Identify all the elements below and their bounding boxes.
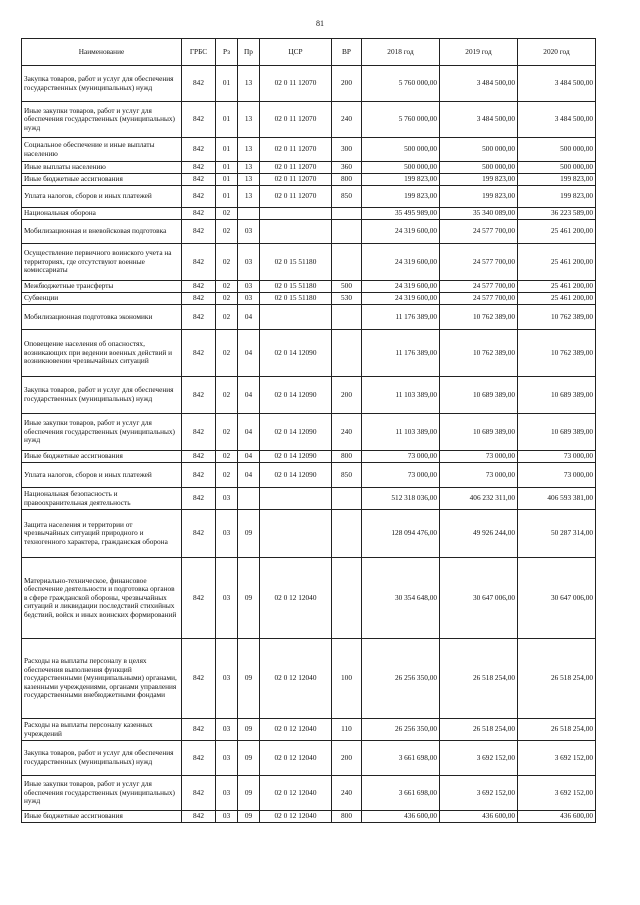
cell-y2020: 26 518 254,00 (518, 719, 596, 741)
cell-grbs: 842 (182, 305, 216, 330)
cell-y2019: 49 926 244,00 (440, 510, 518, 558)
cell-y2018: 11 176 389,00 (362, 330, 440, 377)
cell-csr: 02 0 15 51180 (260, 281, 332, 293)
cell-csr: 02 0 12 12040 (260, 558, 332, 639)
cell-name: Иные бюджетные ассигнования (22, 451, 182, 463)
cell-grbs: 842 (182, 719, 216, 741)
cell-grbs: 842 (182, 208, 216, 220)
cell-grbs: 842 (182, 330, 216, 377)
cell-vr (332, 244, 362, 281)
cell-rz: 02 (216, 414, 238, 451)
cell-rz: 03 (216, 719, 238, 741)
table-row (22, 558, 596, 639)
cell-y2020: 73 000,00 (518, 463, 596, 488)
cell-y2018: 73 000,00 (362, 463, 440, 488)
cell-y2018: 11 103 389,00 (362, 414, 440, 451)
cell-name: Национальная оборона (22, 208, 182, 220)
cell-pr: 13 (238, 162, 260, 174)
cell-csr: 02 0 15 51180 (260, 293, 332, 305)
cell-grbs: 842 (182, 220, 216, 244)
cell-name: Материально-техническое, финансовое обеспечение деятельности и подготовка органов в сфере гражданской обороны, чрезвычайных ситуаций и ликвидации последствий стихийных бедствий, войск и иных воинских формирований (22, 558, 182, 639)
cell-vr (332, 208, 362, 220)
cell-pr: 09 (238, 776, 260, 811)
cell-rz: 01 (216, 162, 238, 174)
cell-vr: 200 (332, 741, 362, 776)
cell-rz: 03 (216, 811, 238, 823)
cell-name: Иные бюджетные ассигнования (22, 174, 182, 186)
table-row (22, 719, 596, 741)
cell-csr (260, 510, 332, 558)
cell-pr: 03 (238, 244, 260, 281)
table-row (22, 162, 596, 174)
table-row (22, 305, 596, 330)
cell-y2018: 11 176 389,00 (362, 305, 440, 330)
cell-name: Закупка товаров, работ и услуг для обеспечения государственных (муниципальных) нужд (22, 377, 182, 414)
cell-vr: 360 (332, 162, 362, 174)
cell-csr: 02 0 14 12090 (260, 330, 332, 377)
cell-csr: 02 0 15 51180 (260, 244, 332, 281)
cell-csr (260, 220, 332, 244)
cell-name: Расходы на выплаты персоналу казенных учреждений (22, 719, 182, 741)
cell-name: Субвенции (22, 293, 182, 305)
cell-vr: 200 (332, 377, 362, 414)
cell-y2019: 24 577 700,00 (440, 281, 518, 293)
cell-pr: 03 (238, 281, 260, 293)
cell-rz: 02 (216, 377, 238, 414)
cell-grbs: 842 (182, 186, 216, 208)
table-row (22, 293, 596, 305)
cell-csr: 02 0 14 12090 (260, 463, 332, 488)
cell-y2018: 500 000,00 (362, 138, 440, 162)
cell-name: Иные бюджетные ассигнования (22, 811, 182, 823)
cell-vr: 530 (332, 293, 362, 305)
cell-y2018: 73 000,00 (362, 451, 440, 463)
cell-y2020: 3 692 152,00 (518, 776, 596, 811)
cell-pr: 03 (238, 220, 260, 244)
cell-rz: 03 (216, 776, 238, 811)
column-header-rz: Рз (216, 39, 238, 66)
cell-y2019: 406 232 311,00 (440, 488, 518, 510)
cell-csr: 02 0 11 12070 (260, 102, 332, 138)
cell-grbs: 842 (182, 162, 216, 174)
cell-grbs: 842 (182, 488, 216, 510)
cell-name: Национальная безопасность и правоохранительная деятельность (22, 488, 182, 510)
cell-csr: 02 0 12 12040 (260, 741, 332, 776)
cell-rz: 02 (216, 451, 238, 463)
cell-y2019: 26 518 254,00 (440, 639, 518, 719)
cell-vr: 850 (332, 463, 362, 488)
cell-pr: 09 (238, 719, 260, 741)
cell-pr: 04 (238, 414, 260, 451)
cell-name: Социальное обеспечение и иные выплаты населению (22, 138, 182, 162)
cell-pr: 09 (238, 639, 260, 719)
cell-y2020: 25 461 200,00 (518, 244, 596, 281)
cell-csr: 02 0 11 12070 (260, 174, 332, 186)
cell-vr: 800 (332, 811, 362, 823)
cell-y2018: 24 319 600,00 (362, 220, 440, 244)
cell-csr: 02 0 11 12070 (260, 186, 332, 208)
cell-y2018: 26 256 350,00 (362, 639, 440, 719)
cell-csr: 02 0 12 12040 (260, 639, 332, 719)
cell-y2020: 10 762 389,00 (518, 330, 596, 377)
cell-pr: 09 (238, 558, 260, 639)
cell-y2020: 26 518 254,00 (518, 639, 596, 719)
cell-y2019: 500 000,00 (440, 138, 518, 162)
cell-y2019: 3 484 500,00 (440, 102, 518, 138)
cell-y2020: 500 000,00 (518, 138, 596, 162)
cell-y2019: 30 647 006,00 (440, 558, 518, 639)
cell-name: Оповещение населения об опасностях, возникающих при ведении военных действий и возникновении чрезвычайных ситуаций (22, 330, 182, 377)
cell-vr: 500 (332, 281, 362, 293)
cell-pr: 13 (238, 102, 260, 138)
cell-y2018: 199 823,00 (362, 186, 440, 208)
cell-name: Уплата налогов, сборов и иных платежей (22, 463, 182, 488)
table-row (22, 741, 596, 776)
cell-y2020: 3 484 500,00 (518, 66, 596, 102)
table-row (22, 414, 596, 451)
budget-table (21, 38, 596, 823)
cell-y2019: 73 000,00 (440, 451, 518, 463)
cell-pr: 04 (238, 330, 260, 377)
cell-y2019: 500 000,00 (440, 162, 518, 174)
column-header-pr: Пр (238, 39, 260, 66)
cell-pr: 13 (238, 186, 260, 208)
cell-y2019: 199 823,00 (440, 186, 518, 208)
cell-name: Иные закупки товаров, работ и услуг для обеспечения государственных (муниципальных) нужд (22, 776, 182, 811)
cell-csr: 02 0 11 12070 (260, 138, 332, 162)
column-header-vr: ВР (332, 39, 362, 66)
cell-name: Уплата налогов, сборов и иных платежей (22, 186, 182, 208)
cell-rz: 02 (216, 330, 238, 377)
cell-y2020: 436 600,00 (518, 811, 596, 823)
cell-y2020: 500 000,00 (518, 162, 596, 174)
cell-y2018: 5 760 000,00 (362, 66, 440, 102)
cell-y2018: 199 823,00 (362, 174, 440, 186)
cell-rz: 02 (216, 220, 238, 244)
column-header-csr: ЦСР (260, 39, 332, 66)
cell-y2019: 73 000,00 (440, 463, 518, 488)
table-row (22, 244, 596, 281)
table-row (22, 510, 596, 558)
cell-vr: 800 (332, 174, 362, 186)
table-row (22, 811, 596, 823)
cell-rz: 02 (216, 208, 238, 220)
cell-name: Иные закупки товаров, работ и услуг для обеспечения государственных (муниципальных) нужд (22, 414, 182, 451)
cell-rz: 02 (216, 463, 238, 488)
cell-rz: 03 (216, 639, 238, 719)
cell-y2019: 3 484 500,00 (440, 66, 518, 102)
cell-y2020: 10 762 389,00 (518, 305, 596, 330)
table-row (22, 102, 596, 138)
cell-name: Иные выплаты населению (22, 162, 182, 174)
cell-pr: 09 (238, 741, 260, 776)
cell-name: Расходы на выплаты персоналу в целях обеспечения выполнения функций государственными (муниципальными) органами, казенными учреждениями, органами управления государственными внебюджетными фондами (22, 639, 182, 719)
cell-name: Защита населения и территории от чрезвычайных ситуаций природного и техногенного характера, гражданская оборона (22, 510, 182, 558)
table-row (22, 66, 596, 102)
cell-grbs: 842 (182, 414, 216, 451)
cell-name: Закупка товаров, работ и услуг для обеспечения государственных (муниципальных) нужд (22, 66, 182, 102)
cell-y2018: 436 600,00 (362, 811, 440, 823)
cell-grbs: 842 (182, 293, 216, 305)
cell-y2019: 24 577 700,00 (440, 220, 518, 244)
cell-y2019: 24 577 700,00 (440, 293, 518, 305)
cell-y2020: 10 689 389,00 (518, 414, 596, 451)
cell-y2018: 24 319 600,00 (362, 244, 440, 281)
cell-y2020: 25 461 200,00 (518, 293, 596, 305)
cell-grbs: 842 (182, 558, 216, 639)
cell-y2018: 35 495 989,00 (362, 208, 440, 220)
cell-grbs: 842 (182, 741, 216, 776)
page-number: 81 (316, 19, 324, 28)
cell-y2020: 406 593 381,00 (518, 488, 596, 510)
cell-csr: 02 0 11 12070 (260, 162, 332, 174)
cell-pr: 13 (238, 66, 260, 102)
cell-grbs: 842 (182, 377, 216, 414)
cell-pr (238, 208, 260, 220)
cell-y2019: 199 823,00 (440, 174, 518, 186)
cell-rz: 03 (216, 488, 238, 510)
cell-vr: 100 (332, 639, 362, 719)
cell-pr: 04 (238, 377, 260, 414)
cell-y2020: 25 461 200,00 (518, 281, 596, 293)
cell-grbs: 842 (182, 281, 216, 293)
cell-pr: 09 (238, 510, 260, 558)
cell-name: Межбюджетные трансферты (22, 281, 182, 293)
cell-vr: 110 (332, 719, 362, 741)
cell-rz: 03 (216, 510, 238, 558)
cell-y2020: 3 484 500,00 (518, 102, 596, 138)
table-row (22, 488, 596, 510)
cell-grbs: 842 (182, 811, 216, 823)
cell-y2020: 30 647 006,00 (518, 558, 596, 639)
cell-y2020: 199 823,00 (518, 186, 596, 208)
cell-grbs: 842 (182, 138, 216, 162)
column-header-grbs: ГРБС (182, 39, 216, 66)
cell-grbs: 842 (182, 102, 216, 138)
cell-y2020: 3 692 152,00 (518, 741, 596, 776)
cell-csr: 02 0 14 12090 (260, 451, 332, 463)
cell-vr (332, 330, 362, 377)
cell-y2018: 512 318 036,00 (362, 488, 440, 510)
cell-csr: 02 0 12 12040 (260, 811, 332, 823)
cell-y2019: 24 577 700,00 (440, 244, 518, 281)
cell-y2019: 26 518 254,00 (440, 719, 518, 741)
cell-rz: 03 (216, 741, 238, 776)
cell-grbs: 842 (182, 66, 216, 102)
cell-y2020: 25 461 200,00 (518, 220, 596, 244)
cell-csr (260, 488, 332, 510)
column-header-2020: 2020 год (518, 39, 596, 66)
cell-pr: 04 (238, 451, 260, 463)
table-header-row (22, 39, 596, 66)
column-header-2019: 2019 год (440, 39, 518, 66)
cell-y2019: 35 340 089,00 (440, 208, 518, 220)
cell-y2018: 30 354 648,00 (362, 558, 440, 639)
cell-pr: 09 (238, 811, 260, 823)
cell-rz: 01 (216, 66, 238, 102)
cell-vr: 300 (332, 138, 362, 162)
table-row (22, 451, 596, 463)
cell-vr: 240 (332, 414, 362, 451)
cell-grbs: 842 (182, 244, 216, 281)
cell-y2019: 3 692 152,00 (440, 741, 518, 776)
cell-name: Осуществление первичного воинского учета на территориях, где отсутствуют военные комиссариаты (22, 244, 182, 281)
cell-name: Мобилизационная подготовка экономики (22, 305, 182, 330)
cell-y2018: 26 256 350,00 (362, 719, 440, 741)
cell-vr (332, 558, 362, 639)
cell-csr: 02 0 11 12070 (260, 66, 332, 102)
cell-rz: 02 (216, 244, 238, 281)
table-row (22, 639, 596, 719)
cell-rz: 01 (216, 102, 238, 138)
cell-y2020: 73 000,00 (518, 451, 596, 463)
table-row (22, 208, 596, 220)
cell-vr: 200 (332, 66, 362, 102)
cell-y2019: 10 689 389,00 (440, 414, 518, 451)
cell-grbs: 842 (182, 451, 216, 463)
cell-name: Мобилизационная и вневойсковая подготовка (22, 220, 182, 244)
cell-csr: 02 0 12 12040 (260, 776, 332, 811)
cell-y2018: 5 760 000,00 (362, 102, 440, 138)
cell-pr: 13 (238, 174, 260, 186)
cell-rz: 01 (216, 174, 238, 186)
cell-rz: 01 (216, 186, 238, 208)
cell-vr (332, 220, 362, 244)
cell-pr (238, 488, 260, 510)
cell-y2018: 128 094 476,00 (362, 510, 440, 558)
cell-grbs: 842 (182, 776, 216, 811)
cell-y2018: 3 661 698,00 (362, 776, 440, 811)
cell-vr (332, 488, 362, 510)
cell-y2019: 3 692 152,00 (440, 776, 518, 811)
cell-vr (332, 305, 362, 330)
cell-rz: 01 (216, 138, 238, 162)
table-row (22, 776, 596, 811)
cell-grbs: 842 (182, 463, 216, 488)
cell-y2018: 500 000,00 (362, 162, 440, 174)
cell-vr: 800 (332, 451, 362, 463)
table-row (22, 463, 596, 488)
cell-csr: 02 0 14 12090 (260, 414, 332, 451)
cell-y2018: 11 103 389,00 (362, 377, 440, 414)
table-row (22, 281, 596, 293)
cell-csr: 02 0 12 12040 (260, 719, 332, 741)
table-row (22, 330, 596, 377)
cell-y2019: 436 600,00 (440, 811, 518, 823)
cell-pr: 04 (238, 463, 260, 488)
cell-grbs: 842 (182, 510, 216, 558)
cell-rz: 02 (216, 281, 238, 293)
cell-y2020: 199 823,00 (518, 174, 596, 186)
cell-y2019: 10 762 389,00 (440, 305, 518, 330)
table-row (22, 186, 596, 208)
cell-name: Иные закупки товаров, работ и услуг для обеспечения государственных (муниципальных) нужд (22, 102, 182, 138)
cell-csr (260, 305, 332, 330)
cell-rz: 03 (216, 558, 238, 639)
cell-grbs: 842 (182, 639, 216, 719)
table-row (22, 138, 596, 162)
cell-y2019: 10 762 389,00 (440, 330, 518, 377)
cell-pr: 04 (238, 305, 260, 330)
cell-y2018: 24 319 600,00 (362, 293, 440, 305)
cell-csr (260, 208, 332, 220)
cell-y2020: 10 689 389,00 (518, 377, 596, 414)
cell-rz: 02 (216, 293, 238, 305)
table-row (22, 377, 596, 414)
cell-vr (332, 510, 362, 558)
column-header-2018: 2018 год (362, 39, 440, 66)
column-header-name: Наименование (22, 39, 182, 66)
cell-y2018: 3 661 698,00 (362, 741, 440, 776)
cell-grbs: 842 (182, 174, 216, 186)
cell-y2020: 36 223 589,00 (518, 208, 596, 220)
cell-rz: 02 (216, 305, 238, 330)
cell-y2019: 10 689 389,00 (440, 377, 518, 414)
cell-csr: 02 0 14 12090 (260, 377, 332, 414)
cell-y2018: 24 319 600,00 (362, 281, 440, 293)
table-row (22, 174, 596, 186)
table-row (22, 220, 596, 244)
cell-vr: 850 (332, 186, 362, 208)
cell-pr: 03 (238, 293, 260, 305)
cell-vr: 240 (332, 776, 362, 811)
cell-y2020: 50 287 314,00 (518, 510, 596, 558)
cell-pr: 13 (238, 138, 260, 162)
cell-vr: 240 (332, 102, 362, 138)
cell-name: Закупка товаров, работ и услуг для обеспечения государственных (муниципальных) нужд (22, 741, 182, 776)
